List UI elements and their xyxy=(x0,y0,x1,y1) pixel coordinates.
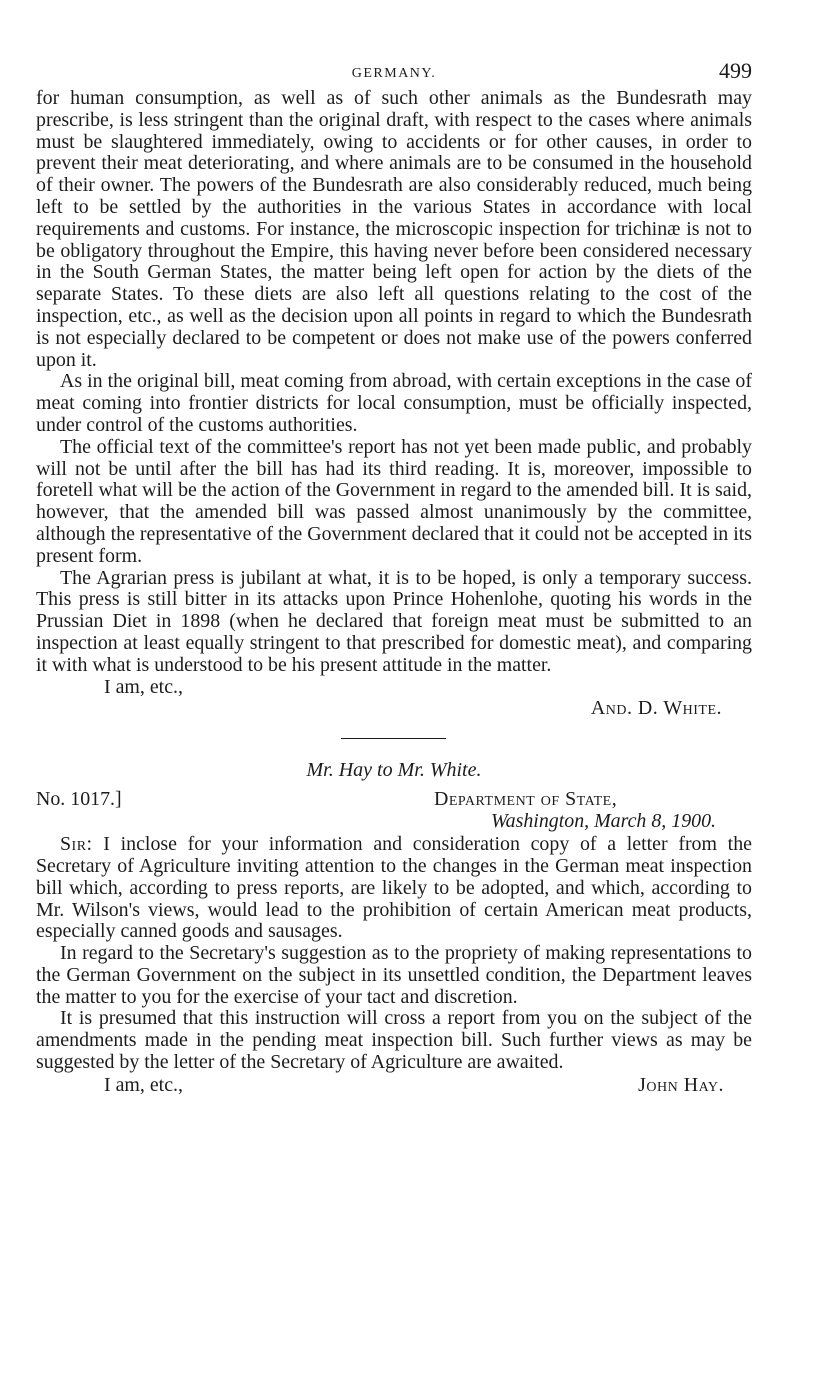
paragraph: It is presumed that this instruction will cross a report from you on the subject of the amendments made in the pending meat inspection bill. Such further views as may be suggested by the letter of the Secretary of Agriculture are awaited. xyxy=(36,1007,752,1074)
dateline: Washington, March 8, 1900. xyxy=(490,810,716,833)
department: Department of State, xyxy=(434,788,618,811)
paragraph: In regard to the Secretary's suggestion as to the propriety of making representations to the German Government on the subject in its unsettled condition, the Department leaves the matter to you for the exercise of your tact and discretion. xyxy=(36,942,752,1008)
paragraph: for human consumption, as well as of such other animals as the Bundesrath may prescribe, is less stringent than the original draft, with respect to the cases where animals must be slaughtered immediately, owing to accidents or for other causes, in order to prevent their meat deteriorating, and where animals are to be consumed in the household of their owner. The powers of the Bundesrath are also considerably reduced, much being left to be settled by the authorities in the various States in accordance with local requirements and customs. For instance, the microscopic inspection for trichinæ is not to be obligatory throughout the Empire, this having never before been considered necessary in the South German States, the matter being left open for action by the diets of the separate States. To these diets are also left all questions relating to the cost of the inspection, etc., as well as the decision upon all points in regard to which the Bundesrath is not especially declared to be competent or does not make use of the powers conferred upon it. xyxy=(36,87,752,371)
letter-two-body xyxy=(36,834,752,1074)
letter-one xyxy=(36,88,752,720)
section-divider xyxy=(341,738,446,739)
signature: And. D. White. xyxy=(590,697,722,720)
letter-meta xyxy=(36,788,752,810)
closing-row xyxy=(36,1074,752,1096)
running-head: GERMANY. xyxy=(351,66,437,81)
letter-heading: Mr. Hay to Mr. White. xyxy=(306,759,482,782)
letter-two xyxy=(36,759,752,1096)
page-header xyxy=(36,58,752,88)
closing: I am, etc., xyxy=(104,675,183,698)
paragraph: The Agrarian press is jubilant at what, it is to be hoped, is only a temporary success. This press is still bitter in its attacks upon Prince Hohenlohe, quoting his words in the Prussian Diet in 1898 (when he declared that foreign meat must be submitted to an inspection at least equally stringent to that prescribed for domestic meat), and comparing it with what is understood to be his present attitude in the matter. xyxy=(36,566,752,676)
letter-number: No. 1017.] xyxy=(36,788,122,811)
paragraph: As in the original bill, meat coming from abroad, with certain exceptions in the case of meat coming into frontier districts for local consumption, must be officially inspected, under control of the customs authorities. xyxy=(36,370,752,436)
paragraph xyxy=(36,834,752,943)
salutation: Sir: xyxy=(60,833,93,856)
signature: John Hay. xyxy=(638,1073,724,1096)
document-page xyxy=(36,58,752,1096)
paragraph-text: I inclose for your information and consideration copy of a letter from the Secretary of Agriculture inviting attention to the changes in the German meat inspection bill which, according to press reports, are likely to be adopted, and which, according to Mr. Wilson's views, would lead to the prohibition of certain American meat products, especially canned goods and sausages. xyxy=(36,833,752,943)
closing: I am, etc., xyxy=(104,1073,183,1096)
paragraph: The official text of the committee's report has not yet been made public, and probably will not be until after the bill has had its third reading. It is, moreover, impossible to foretell what will be the action of the Government in regard to the amended bill. It is said, however, that the amended bill was passed almost unanimously by the committee, although the representative of the Government declared that it could not be accepted in its present form. xyxy=(36,435,752,567)
page-number: 499 xyxy=(719,58,752,83)
